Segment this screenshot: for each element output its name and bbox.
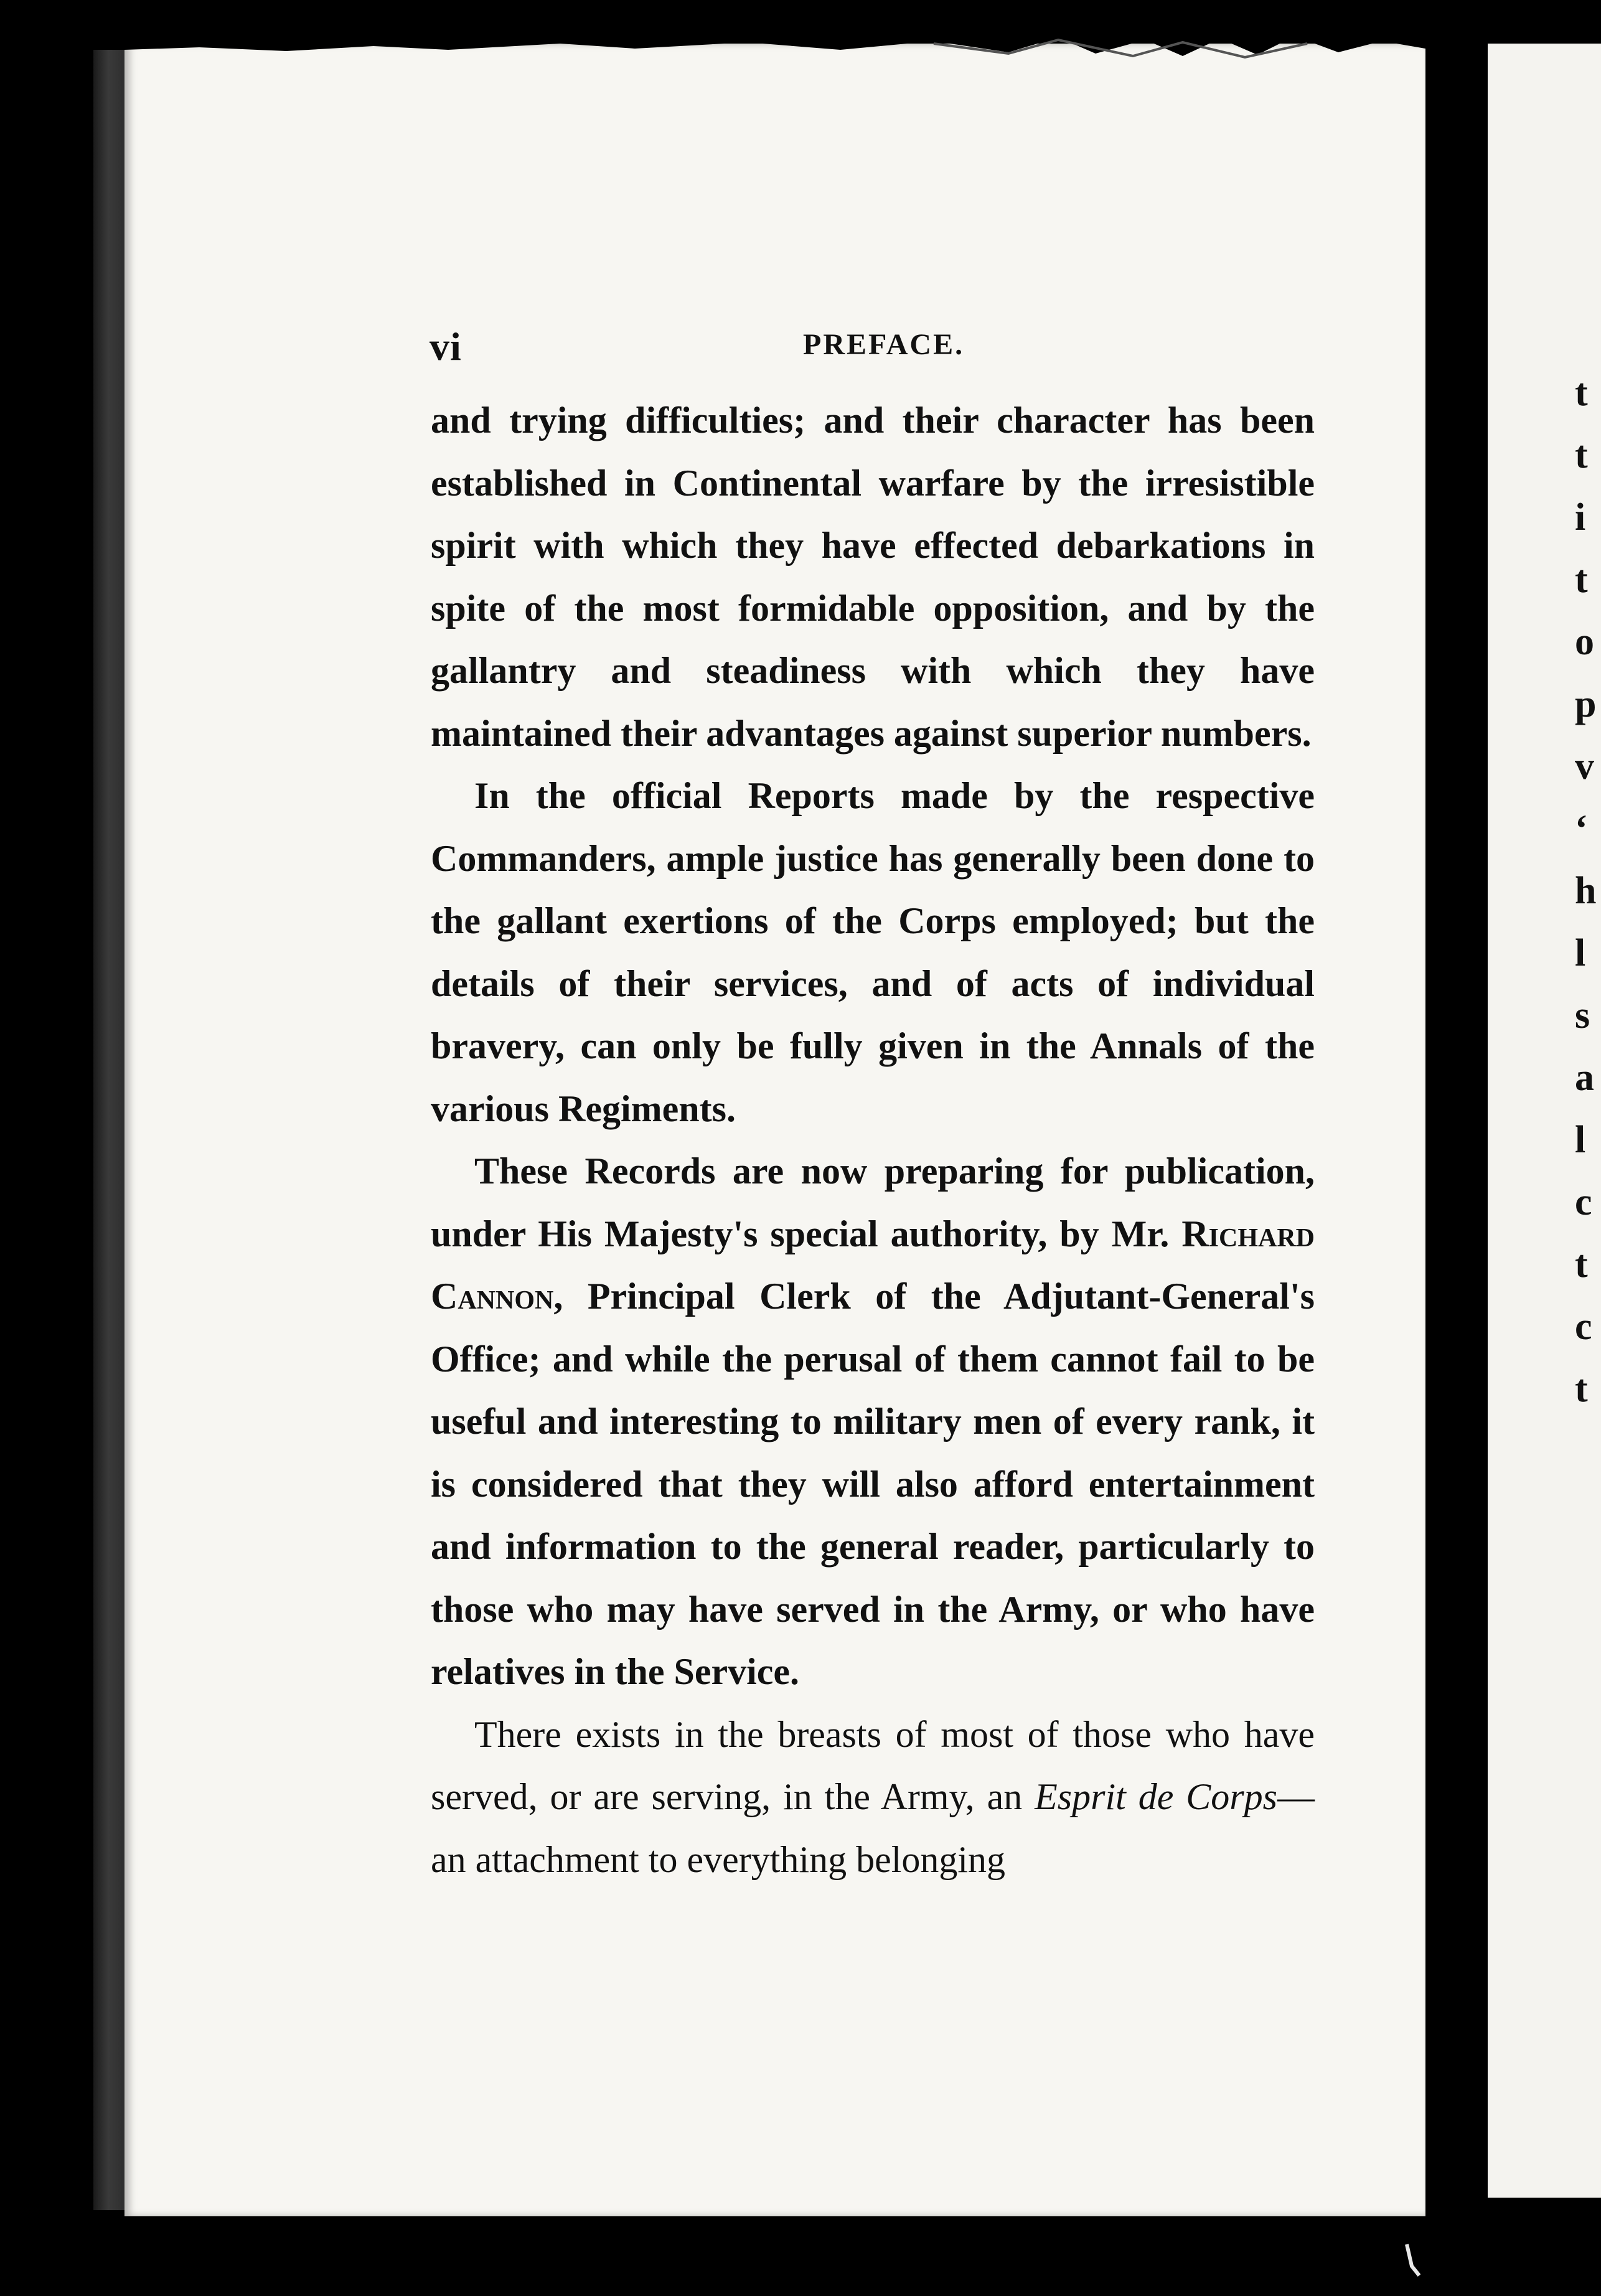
facing-page-letter: t [1575,1368,1588,1410]
facing-page-letter: ‘ [1575,807,1588,850]
paragraph-segment: Richard Cannon [431,1213,1315,1317]
paragraph [431,389,1315,765]
facing-page-letter: l [1575,932,1586,974]
paragraph-segment: —an attachment to everything belonging [431,1776,1315,1880]
facing-page-letter: s [1575,994,1590,1037]
paragraph [431,765,1315,1140]
facing-page-letter: o [1575,621,1594,663]
paragraph-segment: In the official Reports made by the respective Commanders, ample justice has generally been done to the gallant exertions of the Corps employed; but the details of their services, and of acts of individual bravery, can only be fully given in the Annals of the various Regiments. [431,775,1315,1129]
page-number: vi [430,324,462,369]
facing-page-letter: i [1575,496,1586,539]
facing-page-letter: t [1575,1243,1588,1286]
paragraph [431,1703,1315,1891]
facing-page-letter: p [1575,683,1597,725]
facing-page-letter: t [1575,558,1588,601]
paragraph-segment: , Principal Clerk of the Adjutant-General's Office; and while the perusal of them cannot fail to be useful and interesting to military men of every rank, it is considered that they will also afford entertainment and information to the general reader, particularly to those who may have served in the Army, or who have relatives in the Service. [431,1276,1315,1692]
page-corner-mark [1401,2241,1425,2279]
facing-page-letter: v [1575,745,1594,788]
body-text [431,389,1315,1891]
facing-page-letter: c [1575,1306,1592,1348]
paragraph-segment: There exists in the breasts of most of those who have served, or are serving, in the Army, an [431,1713,1315,1817]
facing-page-letter: t [1575,372,1588,414]
facing-page-fragment [1488,44,1601,2198]
paragraph [431,1140,1315,1703]
facing-page-letter: h [1575,870,1597,912]
running-header [430,324,1326,367]
facing-page-letter: l [1575,1119,1586,1161]
torn-top-edge [124,25,1425,62]
paragraph-segment: and trying difficulties; and their character has been established in Continental warfare by the irresistible spirit with which they have effected debarkations in spite of the most formidable opposition, and by the gallantry and steadiness with which they have maintained their advantages against superior numbers. [431,400,1315,754]
running-title: PREFACE. [803,328,965,361]
paragraph-segment: These Records are now preparing for publication, under His Majesty's special authority, by Mr. [431,1150,1315,1254]
facing-page-letter: a [1575,1056,1594,1099]
facing-page-letter: t [1575,434,1588,476]
paragraph-segment: Esprit de Corps [1035,1776,1277,1817]
facing-page-letter: c [1575,1181,1592,1223]
